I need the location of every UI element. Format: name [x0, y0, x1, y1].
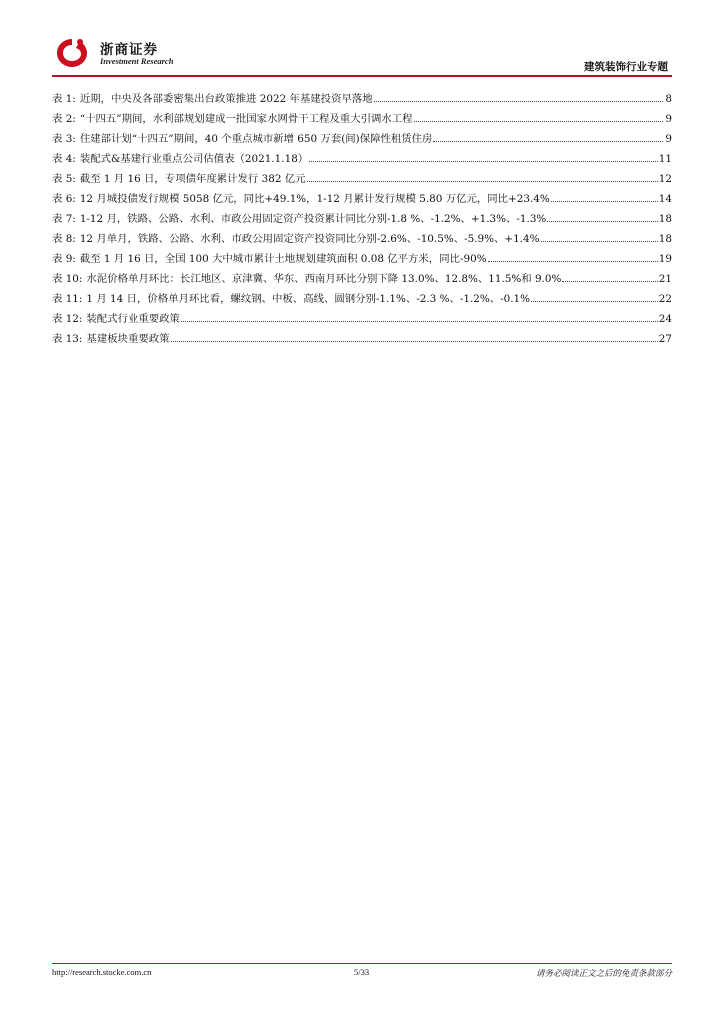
page-footer — [52, 967, 672, 983]
footer-disclaimer: 请务必阅读正文之后的免责条款部分 — [535, 969, 672, 979]
toc-entry-label: 表 8: — [52, 233, 76, 245]
toc-entry-title: 12 月单月，铁路、公路、水利、市政公用固定资产投资同比分别-2.6%、-10.5%、-5.9%、+1.4% — [79, 233, 540, 245]
toc-entry-title: 截至 1 月 16 日，全国 100 大中城市累计土地规划建筑面积 0.08 亿平方米，同比-90% — [79, 253, 487, 265]
toc-entry[interactable] — [52, 110, 672, 130]
toc-entry[interactable] — [52, 310, 672, 330]
toc-dot-leader — [374, 100, 663, 102]
header-divider — [52, 75, 672, 77]
toc-dot-leader — [309, 160, 658, 162]
toc-entry-title: 截至 1 月 16 日，专项债年度累计发行 382 亿元 — [79, 173, 306, 185]
toc-entry-label: 表 3: — [52, 133, 76, 145]
toc-dot-leader — [541, 240, 658, 242]
toc-entry-title: 近期，中央及各部委密集出台政策推进 2022 年基建投资早落地 — [79, 93, 373, 105]
toc-entry-label: 表 7: — [52, 213, 76, 225]
toc-entry-title: 住建部计划“十四五”期间，40 个重点城市新增 650 万套(间)保障性租赁住房 — [79, 133, 433, 145]
toc-entry-page: 8 — [665, 93, 672, 105]
toc-dot-leader — [171, 340, 658, 342]
toc-entry-label: 表 4: — [52, 153, 76, 165]
toc-entry[interactable] — [52, 250, 672, 270]
toc-entry-page: 11 — [658, 153, 672, 165]
toc-entry-title: 水泥价格单月环比：长江地区、京津冀、华东、西南月环比分别下降 13.0%、12.8%、11.5%和 9.0% — [86, 273, 562, 285]
toc-entry-label: 表 12: — [52, 313, 83, 325]
footer-divider — [52, 963, 672, 964]
toc-entry-title: “十四五”期间，水利部规划建成一批国家水网骨干工程及重大引调水工程 — [79, 113, 413, 125]
toc-entry[interactable] — [52, 150, 672, 170]
toc-entry-title: 装配式&基建行业重点公司估值表（2021.1.18） — [79, 153, 309, 165]
toc-entry-title: 1 月 14 日，价格单月环比看，螺纹钢、中板、高线、圆钢分别-1.1%、-2.3 %、-1.2%、-0.1% — [86, 293, 531, 305]
table-of-tables — [52, 90, 672, 350]
toc-entry-label: 表 11: — [52, 293, 83, 305]
toc-entry-title: 基建板块重要政策 — [86, 333, 170, 345]
toc-entry-label: 表 2: — [52, 113, 76, 125]
logo-tagline: Investment Research — [100, 56, 174, 66]
toc-entry-page: 21 — [658, 273, 672, 285]
logo-mark-icon — [54, 36, 90, 70]
toc-entry[interactable] — [52, 290, 672, 310]
toc-entry-label: 表 9: — [52, 253, 76, 265]
toc-entry-title: 1-12 月，铁路、公路、水利、市政公用固定资产投资累计同比分别-1.8 %、-1.2%、+1.3%、-1.3% — [79, 213, 547, 225]
footer-website-link[interactable]: http://research.stocke.com.cn — [52, 967, 152, 977]
toc-entry-page: 9 — [665, 133, 672, 145]
toc-dot-leader — [562, 280, 657, 282]
toc-entry-label: 表 5: — [52, 173, 76, 185]
toc-entry-label: 表 13: — [52, 333, 83, 345]
toc-entry[interactable] — [52, 170, 672, 190]
toc-dot-leader — [181, 320, 658, 322]
toc-dot-leader — [307, 180, 658, 182]
toc-entry-page: 22 — [658, 293, 672, 305]
toc-entry[interactable] — [52, 330, 672, 350]
toc-entry[interactable] — [52, 90, 672, 110]
toc-dot-leader — [488, 260, 658, 262]
toc-entry-page: 27 — [658, 333, 672, 345]
toc-entry-page: 19 — [658, 253, 672, 265]
toc-dot-leader — [547, 220, 657, 222]
toc-dot-leader — [433, 140, 663, 142]
toc-entry-page: 18 — [658, 213, 672, 225]
toc-entry[interactable] — [52, 190, 672, 210]
toc-dot-leader — [551, 200, 658, 202]
toc-dot-leader — [414, 120, 663, 122]
toc-entry-page: 24 — [658, 313, 672, 325]
toc-entry-page: 9 — [665, 113, 672, 125]
page-header — [52, 34, 674, 78]
report-title: 建筑装饰行业专题 — [584, 61, 668, 73]
toc-entry-label: 表 10: — [52, 273, 83, 285]
toc-entry-title: 装配式行业重要政策 — [86, 313, 180, 325]
toc-entry[interactable] — [52, 130, 672, 150]
logo-company-name: 浙商证券 — [100, 42, 158, 58]
toc-entry[interactable] — [52, 270, 672, 290]
toc-entry[interactable] — [52, 210, 672, 230]
toc-entry-title: 12 月城投债发行规模 5058 亿元，同比+49.1%，1-12 月累计发行规模 5.80 万亿元，同比+23.4% — [79, 193, 550, 205]
footer-page-number: 5/33 — [354, 967, 370, 977]
toc-entry-page: 18 — [658, 233, 672, 245]
toc-entry-page: 12 — [658, 173, 672, 185]
toc-entry-label: 表 1: — [52, 93, 76, 105]
toc-entry-label: 表 6: — [52, 193, 76, 205]
toc-entry-page: 14 — [658, 193, 672, 205]
toc-dot-leader — [531, 300, 658, 302]
toc-entry[interactable] — [52, 230, 672, 250]
company-logo — [54, 34, 194, 74]
